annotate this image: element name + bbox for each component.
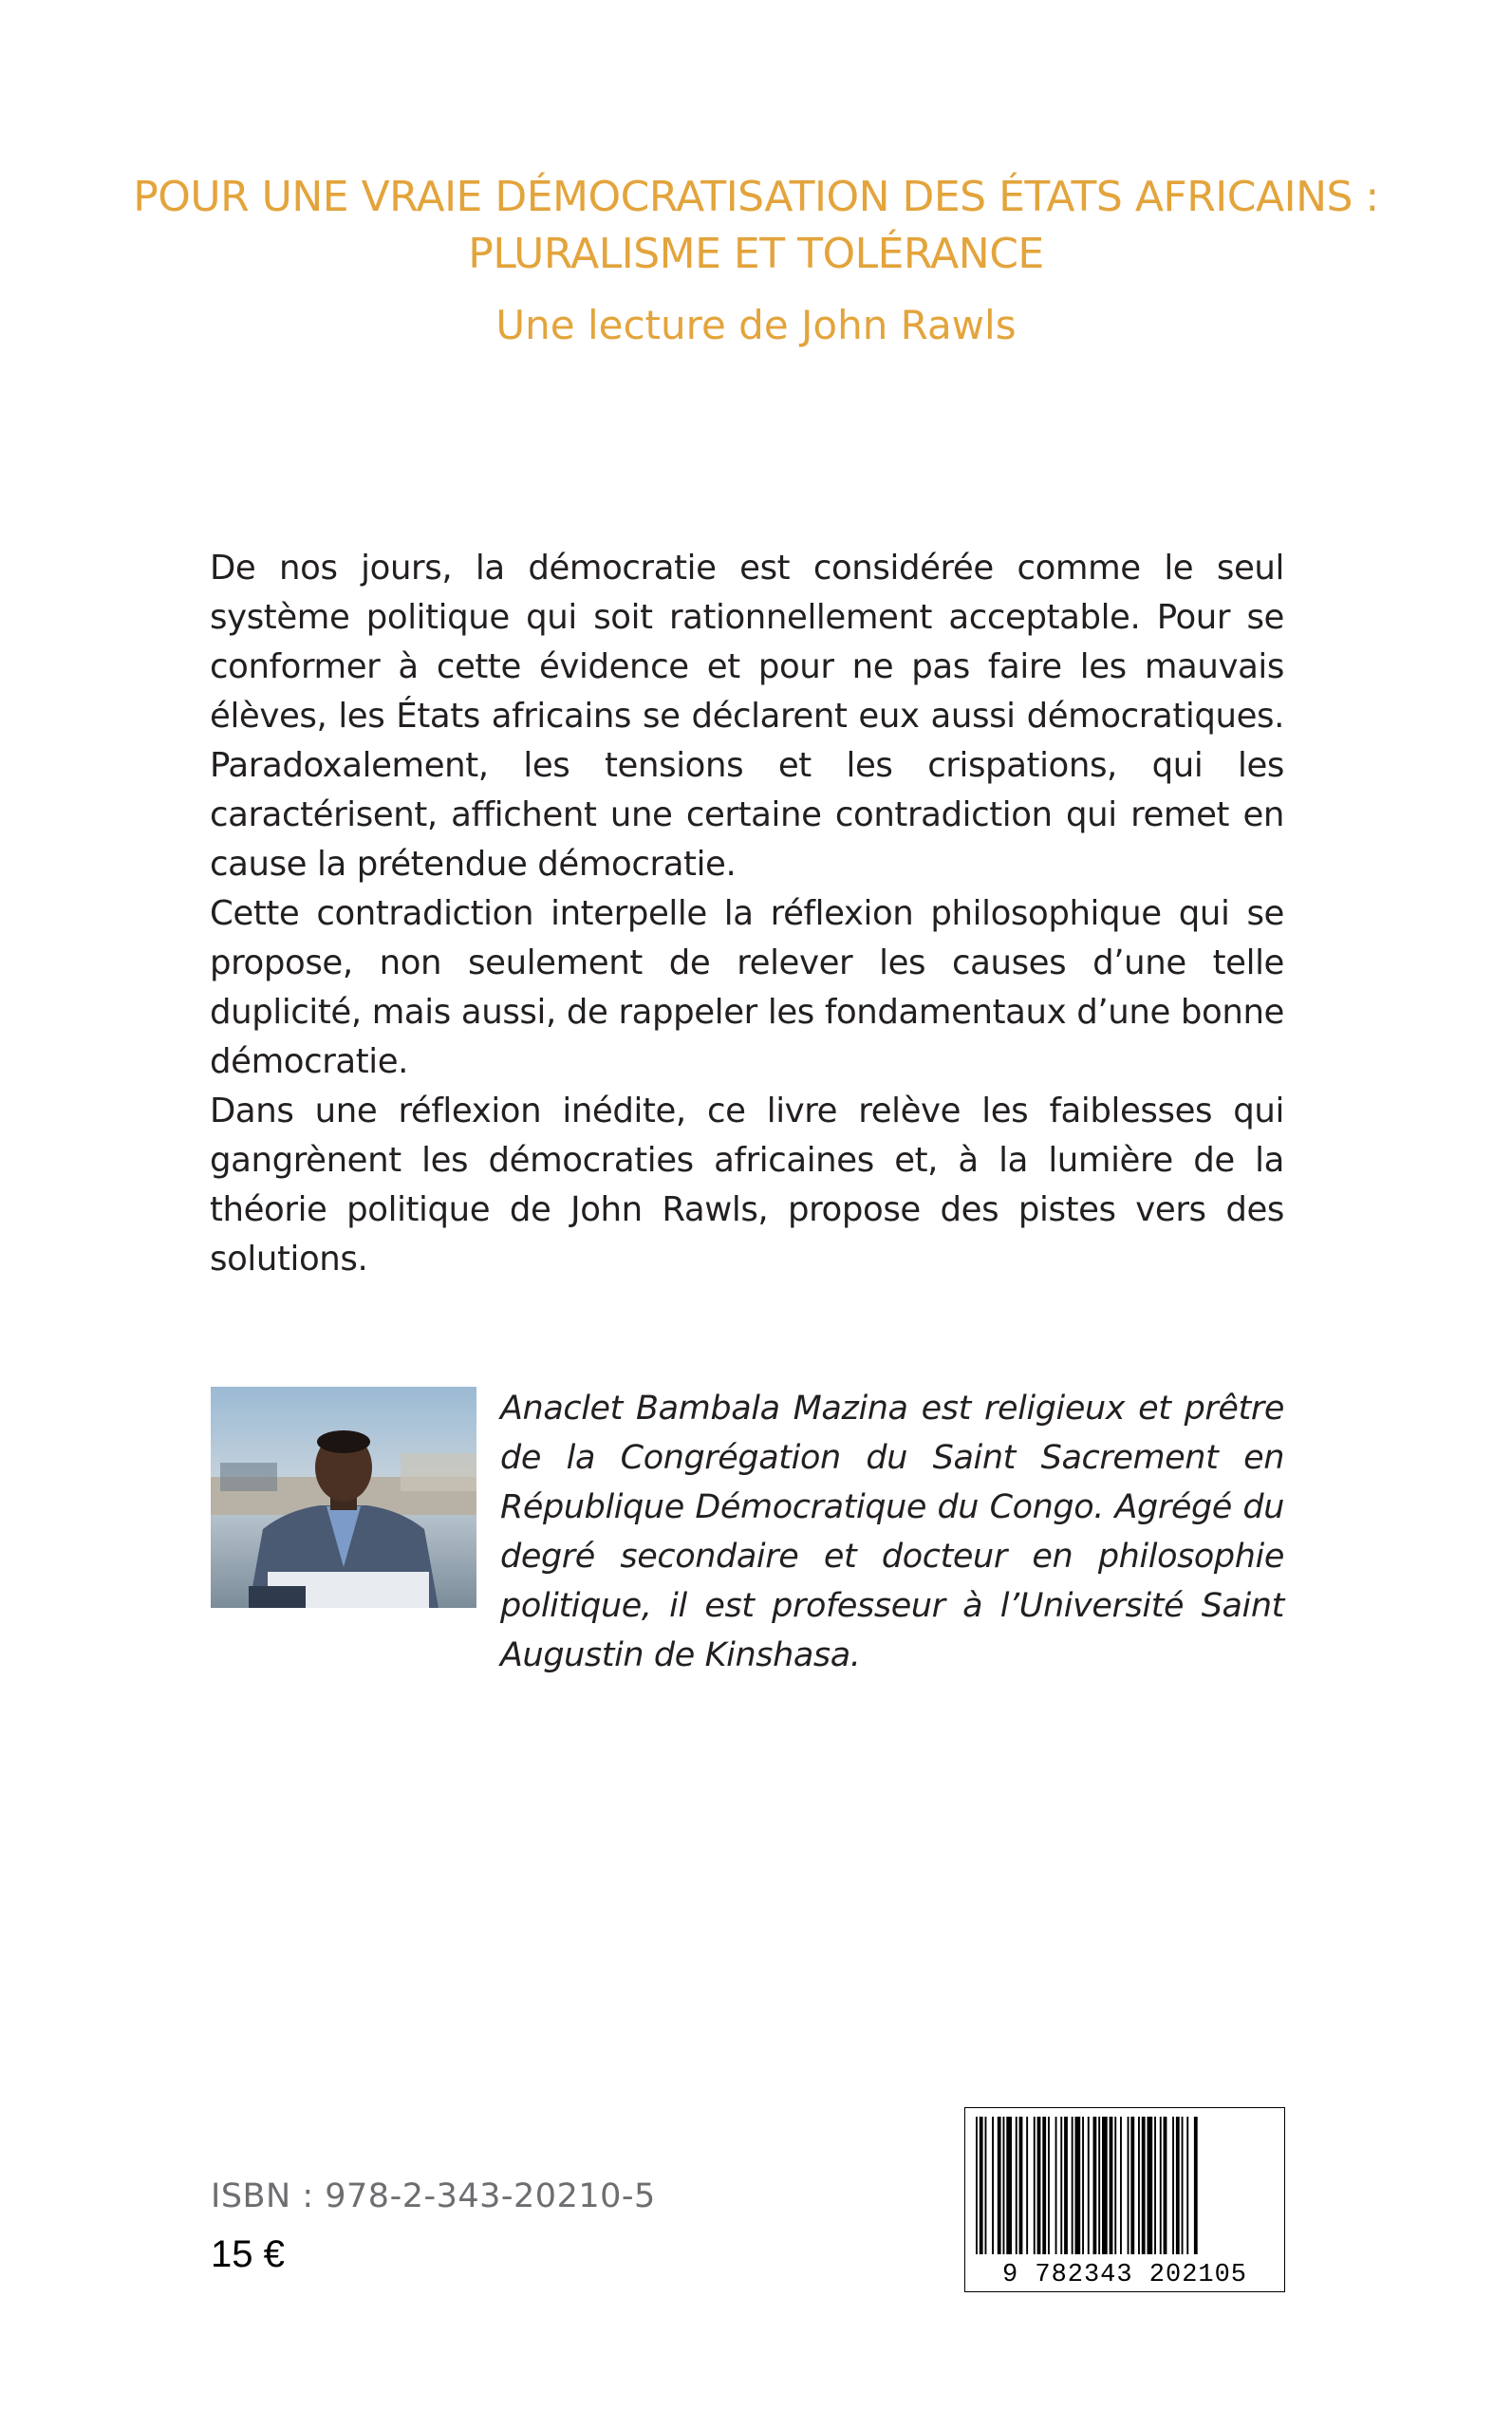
author-photo (211, 1387, 476, 1608)
barcode-bar (1034, 2117, 1036, 2254)
barcode-bar (1098, 2117, 1100, 2254)
author-bio-text: est religieux et prêtre de la Congrégation du Saint Sacrement en République Démocratique du Congo. Agrégé du degré secondaire et docteur en philosophie politique, il est professeur à l’Université Saint Augustin de Kinshasa. (500, 1390, 1284, 1674)
barcode-bar (985, 2117, 987, 2254)
barcode-bar (1093, 2117, 1097, 2254)
barcode (964, 2107, 1285, 2292)
barcode-bar (976, 2117, 978, 2254)
barcode-bar (1064, 2117, 1068, 2254)
description-paragraph-1: De nos jours, la démocratie est considérée comme le seul système politique qui soit rationnellement acceptable. Pour se conformer à cette évidence et pour ne pas faire les mauvais élèves, les États africains se déclarent eux aussi démocratiques. Paradoxalement, les tensions et les crispations, qui les caractérisent, affichent une certaine contradiction qui remet en cause la prétendue démocratie. (210, 549, 1284, 884)
barcode-bar (1075, 2117, 1081, 2254)
barcode-bar (1016, 2117, 1017, 2254)
barcode-bar (1082, 2117, 1084, 2254)
barcode-bar (1037, 2117, 1041, 2254)
author-name: Anaclet Bambala Mazina (500, 1390, 908, 1428)
barcode-bar (1072, 2117, 1073, 2254)
barcode-bar (1148, 2117, 1153, 2254)
author-portrait-image (211, 1387, 476, 1608)
barcode-bar (998, 2117, 1001, 2254)
barcode-bar (1110, 2117, 1113, 2254)
barcode-bar (1142, 2117, 1146, 2254)
price: 15 € (211, 2233, 285, 2275)
barcode-digits: 9 782343 202105 (1001, 2261, 1248, 2289)
barcode-bar (1088, 2117, 1090, 2254)
barcode-bar (992, 2117, 994, 2254)
barcode-bar (1138, 2117, 1140, 2254)
description-paragraph-2: Cette contradiction interpelle la réflexion philosophique qui se propose, non seulement de relever les causes d’une telle duplicité, mais aussi, de rappeler les fondamentaux d’une bonne démocratie. (210, 894, 1284, 1081)
author-bio (500, 1384, 1284, 1680)
barcode-bar (1176, 2117, 1180, 2254)
book-title-line-2: PLURALISME ET TOLÉRANCE (468, 230, 1044, 278)
barcode-bar (1128, 2117, 1129, 2254)
barcode-bar (1186, 2117, 1188, 2254)
barcode-bar (1120, 2117, 1122, 2254)
barcode-bar (980, 2117, 983, 2254)
book-title-line-1: POUR UNE VRAIE DÉMOCRATISATION DES ÉTATS AFRICAINS : (133, 173, 1379, 221)
barcode-bar (1164, 2117, 1167, 2254)
barcode-bar (1194, 2117, 1198, 2254)
barcode-bar (1114, 2117, 1116, 2254)
description-paragraph-3: Dans une réflexion inédite, ce livre relève les faiblesses qui gangrènent les démocraties africaines et, à la lumière de la théorie politique de John Rawls, propose des pistes vers des solutions. (210, 1092, 1284, 1279)
barcode-bar (1172, 2117, 1174, 2254)
barcode-bar (1130, 2117, 1134, 2254)
barcode-bar (1160, 2117, 1162, 2254)
book-subtitle: Une lecture de John Rawls (495, 302, 1017, 348)
barcode-bar (1102, 2117, 1108, 2254)
barcode-bar (1026, 2117, 1028, 2254)
isbn: ISBN : 978-2-343-20210-5 (211, 2177, 656, 2215)
barcode-bar (1003, 2117, 1005, 2254)
barcode-bar (1019, 2117, 1023, 2254)
barcode-bar (1006, 2117, 1012, 2254)
barcode-bar (1154, 2117, 1156, 2254)
barcode-bar (1182, 2117, 1184, 2254)
barcode-bar (1055, 2117, 1057, 2254)
barcode-bar (1042, 2117, 1046, 2254)
barcode-bar (1048, 2117, 1050, 2254)
barcode-bar (1060, 2117, 1062, 2254)
